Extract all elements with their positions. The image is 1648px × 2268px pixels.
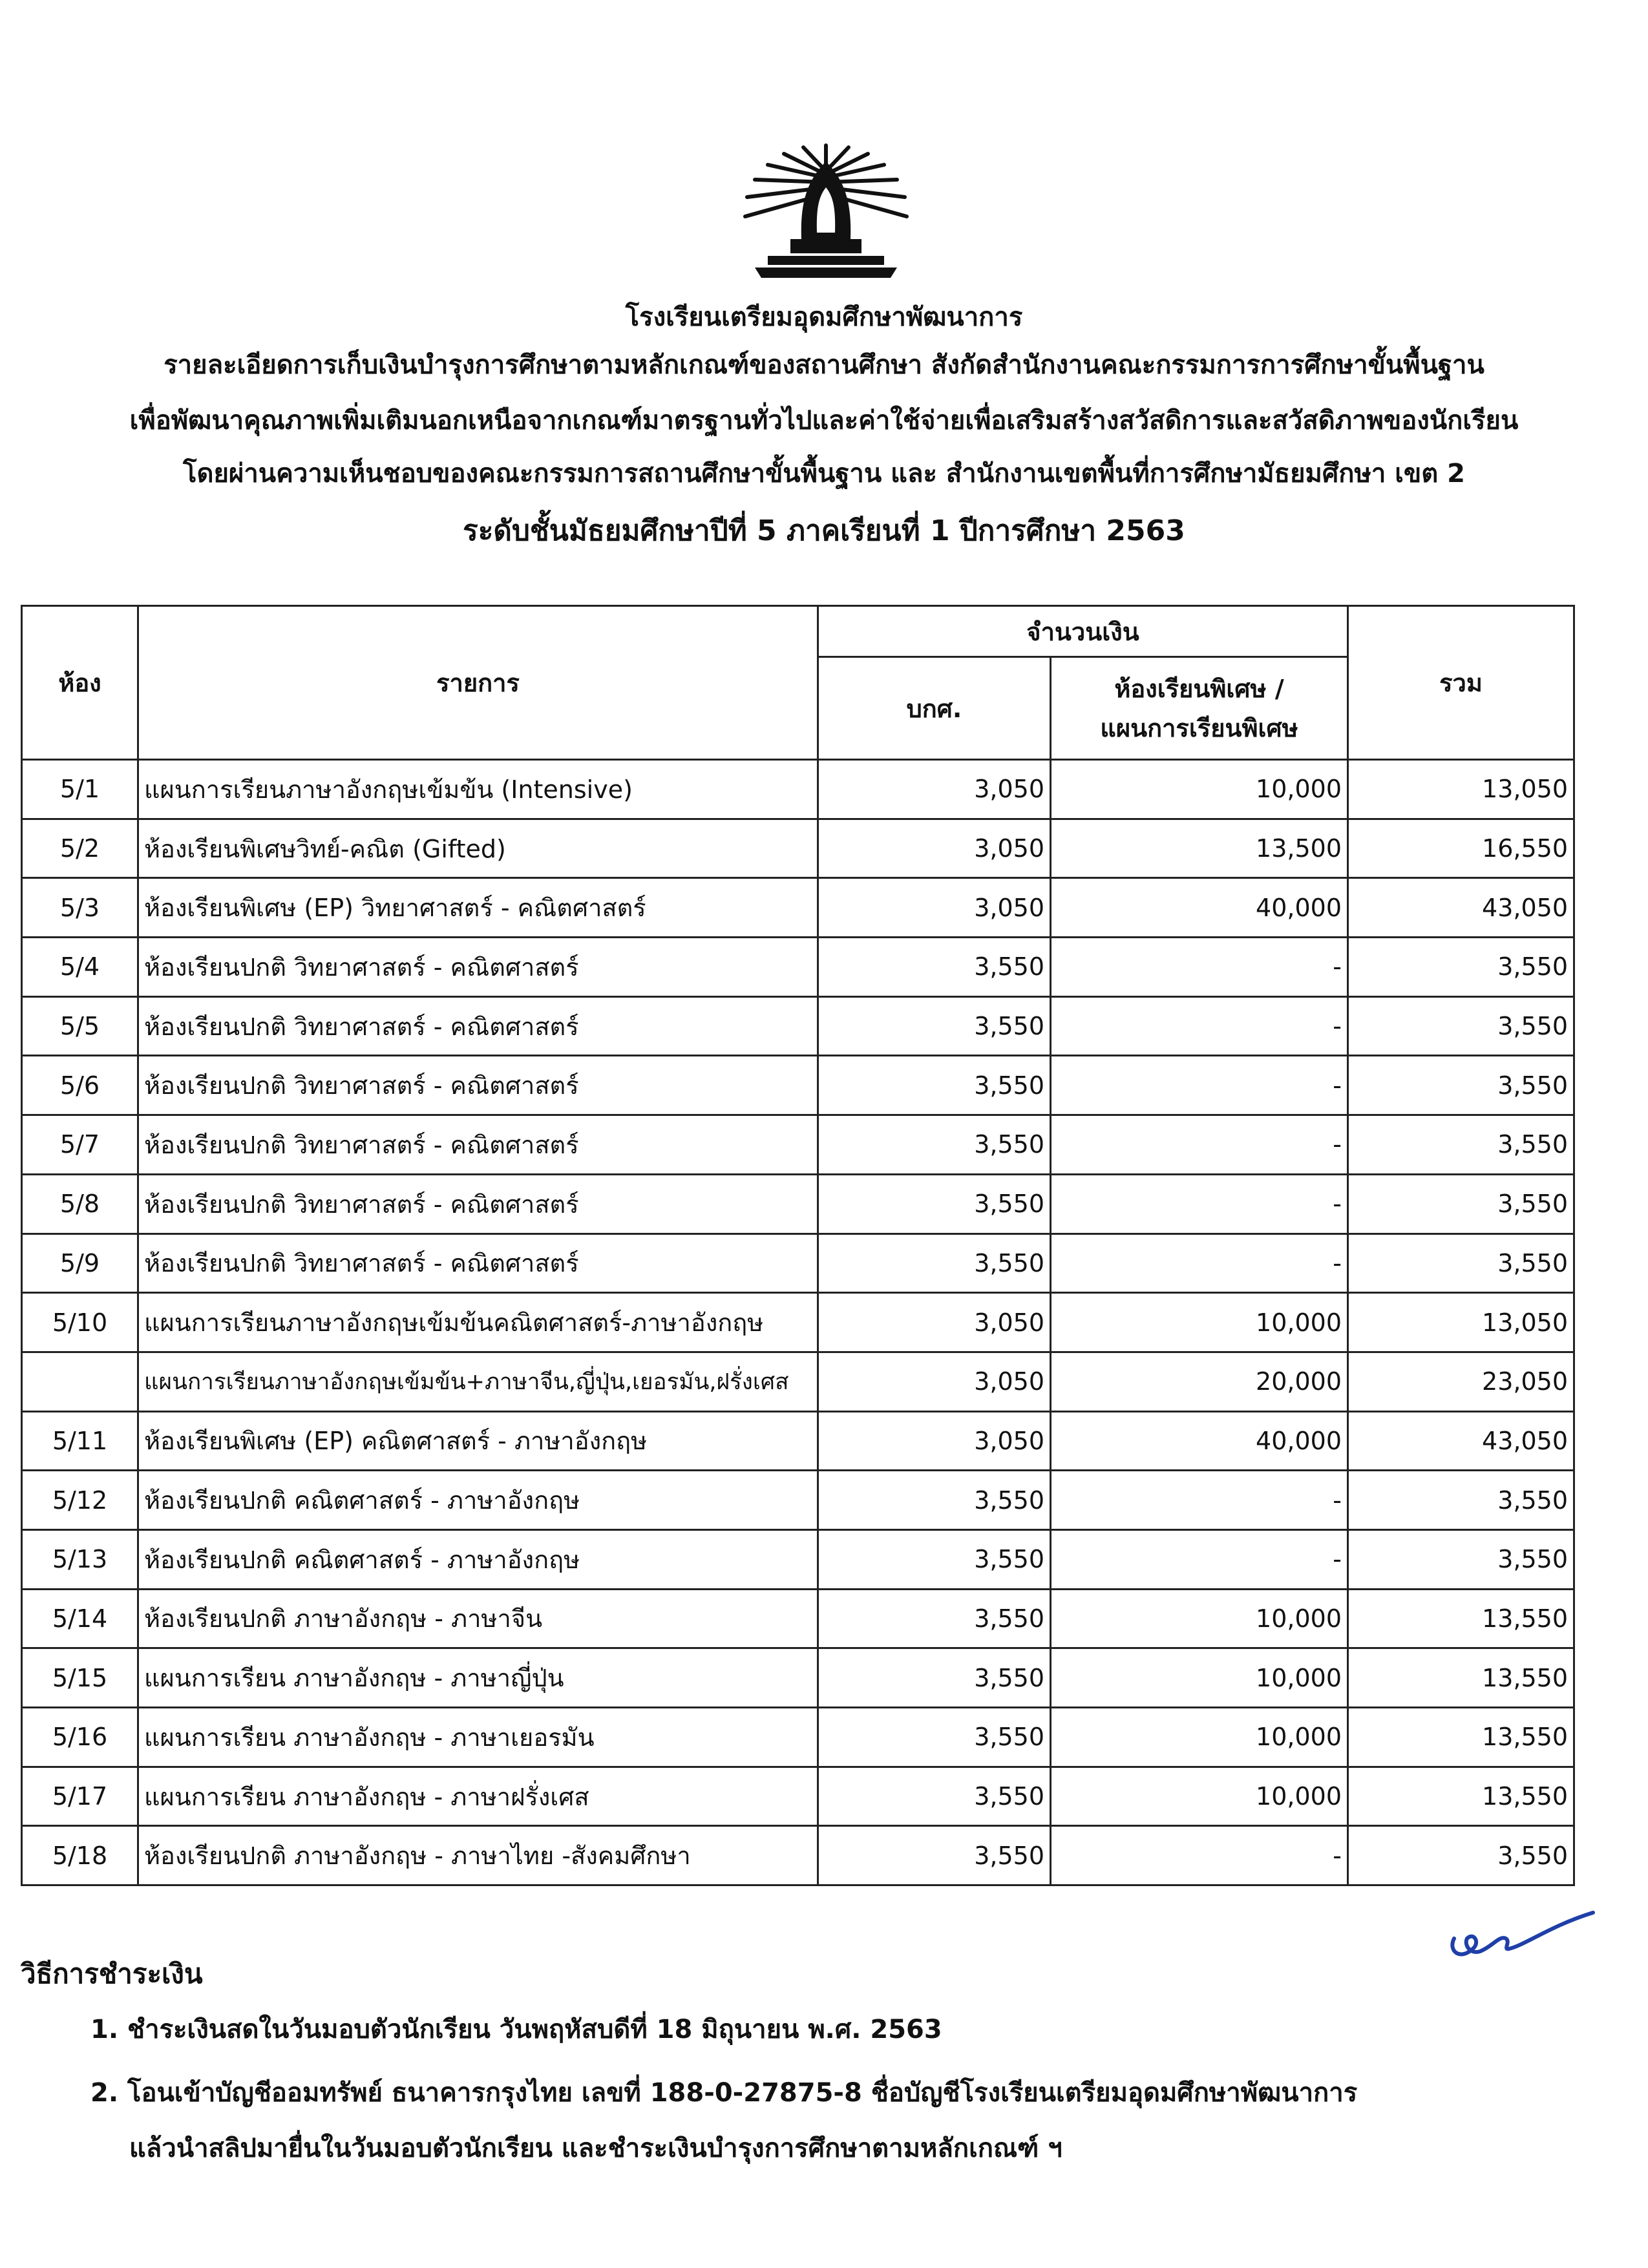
cell-item: ห้องเรียนปกติ คณิตศาสตร์ - ภาษาอังกฤษ bbox=[138, 1529, 818, 1589]
cell-room bbox=[22, 1352, 138, 1411]
cell-item: แผนการเรียนภาษาอังกฤษเข้มข้นคณิตศาสตร์-ภาษาอังกฤษ bbox=[138, 1293, 818, 1352]
cell-special: 10,000 bbox=[1051, 1293, 1348, 1352]
header-total: รวม bbox=[1348, 606, 1574, 760]
cell-item: ห้องเรียนปกติ วิทยาศาสตร์ - คณิตศาสตร์ bbox=[138, 1115, 818, 1175]
cell-item: ห้องเรียนปกติ วิทยาศาสตร์ - คณิตศาสตร์ bbox=[138, 1174, 818, 1234]
cell-total: 43,050 bbox=[1348, 878, 1574, 938]
cell-bks: 3,050 bbox=[818, 1352, 1051, 1411]
cell-room: 5/15 bbox=[22, 1648, 138, 1708]
header-special bbox=[1051, 657, 1348, 760]
cell-total: 3,550 bbox=[1348, 1115, 1574, 1175]
cell-special: 10,000 bbox=[1051, 760, 1348, 819]
table-row bbox=[22, 1174, 1574, 1234]
header-amount: จำนวนเงิน bbox=[818, 606, 1348, 657]
cell-item: ห้องเรียนปกติ วิทยาศาสตร์ - คณิตศาสตร์ bbox=[138, 938, 818, 997]
cell-special: - bbox=[1051, 996, 1348, 1056]
cell-item: ห้องเรียนปกติ ภาษาอังกฤษ - ภาษาจีน bbox=[138, 1589, 818, 1648]
cell-bks: 3,550 bbox=[818, 996, 1051, 1056]
cell-total: 16,550 bbox=[1348, 819, 1574, 878]
header-special-line-2: แผนการเรียนพิเศษ bbox=[1100, 714, 1298, 742]
cell-special: - bbox=[1051, 1115, 1348, 1175]
cell-bks: 3,550 bbox=[818, 1234, 1051, 1293]
signature-mark bbox=[1435, 1900, 1603, 1971]
cell-room: 5/6 bbox=[22, 1056, 138, 1115]
cell-bks: 3,050 bbox=[818, 1411, 1051, 1471]
cell-item: ห้องเรียนพิเศษ (EP) คณิตศาสตร์ - ภาษาอังกฤษ bbox=[138, 1411, 818, 1471]
cell-total: 13,550 bbox=[1348, 1648, 1574, 1708]
cell-special: - bbox=[1051, 1056, 1348, 1115]
cell-total: 13,550 bbox=[1348, 1767, 1574, 1826]
doc-title-line-3: เพื่อพัฒนาคุณภาพเพิ่มเติมนอกเหนือจากเกณฑ์มาตรฐานทั่วไปและค่าใช้จ่ายเพื่อเสริมสร้างสวัสดิการและสวัสดิภาพของนักเรียน bbox=[129, 406, 1519, 436]
header-bks: บกศ. bbox=[818, 657, 1051, 760]
cell-total: 3,550 bbox=[1348, 1471, 1574, 1530]
cell-special: - bbox=[1051, 938, 1348, 997]
cell-total: 3,550 bbox=[1348, 938, 1574, 997]
cell-room: 5/14 bbox=[22, 1589, 138, 1648]
table-row bbox=[22, 1529, 1574, 1589]
cell-special: 10,000 bbox=[1051, 1708, 1348, 1767]
cell-bks: 3,050 bbox=[818, 819, 1051, 878]
cell-total: 13,550 bbox=[1348, 1708, 1574, 1767]
cell-special: 40,000 bbox=[1051, 1411, 1348, 1471]
cell-total: 13,050 bbox=[1348, 1293, 1574, 1352]
table-row bbox=[22, 1411, 1574, 1471]
cell-room: 5/18 bbox=[22, 1826, 138, 1885]
cell-total: 13,550 bbox=[1348, 1589, 1574, 1648]
table-row bbox=[22, 1056, 1574, 1115]
cell-item: ห้องเรียนปกติ วิทยาศาสตร์ - คณิตศาสตร์ bbox=[138, 1234, 818, 1293]
cell-room: 5/10 bbox=[22, 1293, 138, 1352]
table-row bbox=[22, 1234, 1574, 1293]
cell-total: 13,050 bbox=[1348, 760, 1574, 819]
cell-bks: 3,550 bbox=[818, 938, 1051, 997]
cell-special: - bbox=[1051, 1529, 1348, 1589]
table-row bbox=[22, 819, 1574, 878]
cell-special: 10,000 bbox=[1051, 1648, 1348, 1708]
header-item: รายการ bbox=[138, 606, 818, 760]
cell-room: 5/5 bbox=[22, 996, 138, 1056]
cell-special: 10,000 bbox=[1051, 1767, 1348, 1826]
cell-room: 5/7 bbox=[22, 1115, 138, 1175]
cell-room: 5/11 bbox=[22, 1411, 138, 1471]
cell-room: 5/9 bbox=[22, 1234, 138, 1293]
doc-level-term: ระดับชั้นมัธยมศึกษาปีที่ 5 ภาคเรียนที่ 1 ปีการศึกษา 2563 bbox=[463, 514, 1185, 547]
cell-total: 43,050 bbox=[1348, 1411, 1574, 1471]
cell-total: 3,550 bbox=[1348, 1174, 1574, 1234]
payment-item-2: 2. โอนเข้าบัญชีออมทรัพย์ ธนาคารกรุงไทย เลขที่ 188-0-27875-8 ชื่อบัญชีโรงเรียนเตรียมอุดมศึกษาพัฒนาการ bbox=[90, 2078, 1358, 2108]
school-emblem-logo bbox=[729, 142, 923, 291]
table-row bbox=[22, 938, 1574, 997]
cell-bks: 3,550 bbox=[818, 1648, 1051, 1708]
header-room: ห้อง bbox=[22, 606, 138, 760]
cell-item: แผนการเรียนภาษาอังกฤษเข้มข้น (Intensive) bbox=[138, 760, 818, 819]
cell-item: ห้องเรียนปกติ วิทยาศาสตร์ - คณิตศาสตร์ bbox=[138, 1056, 818, 1115]
cell-total: 3,550 bbox=[1348, 1826, 1574, 1885]
school-name: โรงเรียนเตรียมอุดมศึกษาพัฒนาการ bbox=[625, 302, 1023, 332]
cell-room: 5/1 bbox=[22, 760, 138, 819]
payment-method-title: วิธีการชำระเงิน bbox=[21, 1958, 203, 1990]
cell-item: ห้องเรียนปกติ คณิตศาสตร์ - ภาษาอังกฤษ bbox=[138, 1471, 818, 1530]
cell-total: 23,050 bbox=[1348, 1352, 1574, 1411]
cell-bks: 3,050 bbox=[818, 878, 1051, 938]
cell-item: ห้องเรียนพิเศษวิทย์-คณิต (Gifted) bbox=[138, 819, 818, 878]
cell-bks: 3,550 bbox=[818, 1767, 1051, 1826]
table-row bbox=[22, 1826, 1574, 1885]
doc-title-line-2: รายละเอียดการเก็บเงินบำรุงการศึกษาตามหลักเกณฑ์ของสถานศึกษา สังกัดสำนักงานคณะกรรมการการศึกษาขั้นพื้นฐาน bbox=[164, 350, 1484, 380]
cell-item: แผนการเรียน ภาษาอังกฤษ - ภาษาฝรั่งเศส bbox=[138, 1767, 818, 1826]
cell-special: - bbox=[1051, 1471, 1348, 1530]
cell-bks: 3,550 bbox=[818, 1529, 1051, 1589]
cell-special: 40,000 bbox=[1051, 878, 1348, 938]
cell-special: - bbox=[1051, 1234, 1348, 1293]
cell-bks: 3,550 bbox=[818, 1174, 1051, 1234]
cell-bks: 3,550 bbox=[818, 1589, 1051, 1648]
table-row bbox=[22, 878, 1574, 938]
cell-total: 3,550 bbox=[1348, 1056, 1574, 1115]
cell-special: 13,500 bbox=[1051, 819, 1348, 878]
cell-total: 3,550 bbox=[1348, 996, 1574, 1056]
cell-bks: 3,050 bbox=[818, 1293, 1051, 1352]
cell-room: 5/17 bbox=[22, 1767, 138, 1826]
cell-room: 5/4 bbox=[22, 938, 138, 997]
payment-item-2-continued: แล้วนำสลิปมายื่นในวันมอบตัวนักเรียน และชำระเงินบำรุงการศึกษาตามหลักเกณฑ์ ฯ bbox=[129, 2134, 1062, 2163]
cell-item: แผนการเรียน ภาษาอังกฤษ - ภาษาเยอรมัน bbox=[138, 1708, 818, 1767]
cell-bks: 3,050 bbox=[818, 760, 1051, 819]
table-row bbox=[22, 1352, 1574, 1411]
table-row bbox=[22, 996, 1574, 1056]
table-row bbox=[22, 1589, 1574, 1648]
payment-item-1: 1. ชำระเงินสดในวันมอบตัวนักเรียน วันพฤหัสบดีที่ 18 มิถุนายน พ.ศ. 2563 bbox=[90, 2015, 942, 2044]
cell-room: 5/13 bbox=[22, 1529, 138, 1589]
cell-bks: 3,550 bbox=[818, 1471, 1051, 1530]
table-row bbox=[22, 760, 1574, 819]
cell-room: 5/12 bbox=[22, 1471, 138, 1530]
header-special-line-1: ห้องเรียนพิเศษ / bbox=[1114, 675, 1284, 703]
cell-bks: 3,550 bbox=[818, 1826, 1051, 1885]
cell-special: 20,000 bbox=[1051, 1352, 1348, 1411]
table-row bbox=[22, 1115, 1574, 1175]
table-row bbox=[22, 1767, 1574, 1826]
table-row bbox=[22, 1293, 1574, 1352]
fee-table bbox=[21, 605, 1575, 1886]
cell-item: ห้องเรียนปกติ ภาษาอังกฤษ - ภาษาไทย -สังคมศึกษา bbox=[138, 1826, 818, 1885]
cell-total: 3,550 bbox=[1348, 1234, 1574, 1293]
cell-total: 3,550 bbox=[1348, 1529, 1574, 1589]
cell-special: - bbox=[1051, 1174, 1348, 1234]
cell-bks: 3,550 bbox=[818, 1708, 1051, 1767]
table-row bbox=[22, 1471, 1574, 1530]
cell-item: ห้องเรียนปกติ วิทยาศาสตร์ - คณิตศาสตร์ bbox=[138, 996, 818, 1056]
cell-bks: 3,550 bbox=[818, 1056, 1051, 1115]
cell-room: 5/2 bbox=[22, 819, 138, 878]
cell-special: 10,000 bbox=[1051, 1589, 1348, 1648]
cell-room: 5/3 bbox=[22, 878, 138, 938]
cell-bks: 3,550 bbox=[818, 1115, 1051, 1175]
table-row bbox=[22, 1708, 1574, 1767]
table-row bbox=[22, 1648, 1574, 1708]
cell-item: ห้องเรียนพิเศษ (EP) วิทยาศาสตร์ - คณิตศาสตร์ bbox=[138, 878, 818, 938]
cell-room: 5/8 bbox=[22, 1174, 138, 1234]
cell-item: แผนการเรียน ภาษาอังกฤษ - ภาษาญี่ปุ่น bbox=[138, 1648, 818, 1708]
doc-title-line-4: โดยผ่านความเห็นชอบของคณะกรรมการสถานศึกษาขั้นพื้นฐาน และ สำนักงานเขตพื้นที่การศึกษามัธยมศึกษา เขต 2 bbox=[182, 459, 1466, 488]
cell-special: - bbox=[1051, 1826, 1348, 1885]
cell-item: แผนการเรียนภาษาอังกฤษเข้มข้น+ภาษาจีน,ญี่ปุ่น,เยอรมัน,ฝรั่งเศส bbox=[138, 1352, 818, 1411]
cell-room: 5/16 bbox=[22, 1708, 138, 1767]
